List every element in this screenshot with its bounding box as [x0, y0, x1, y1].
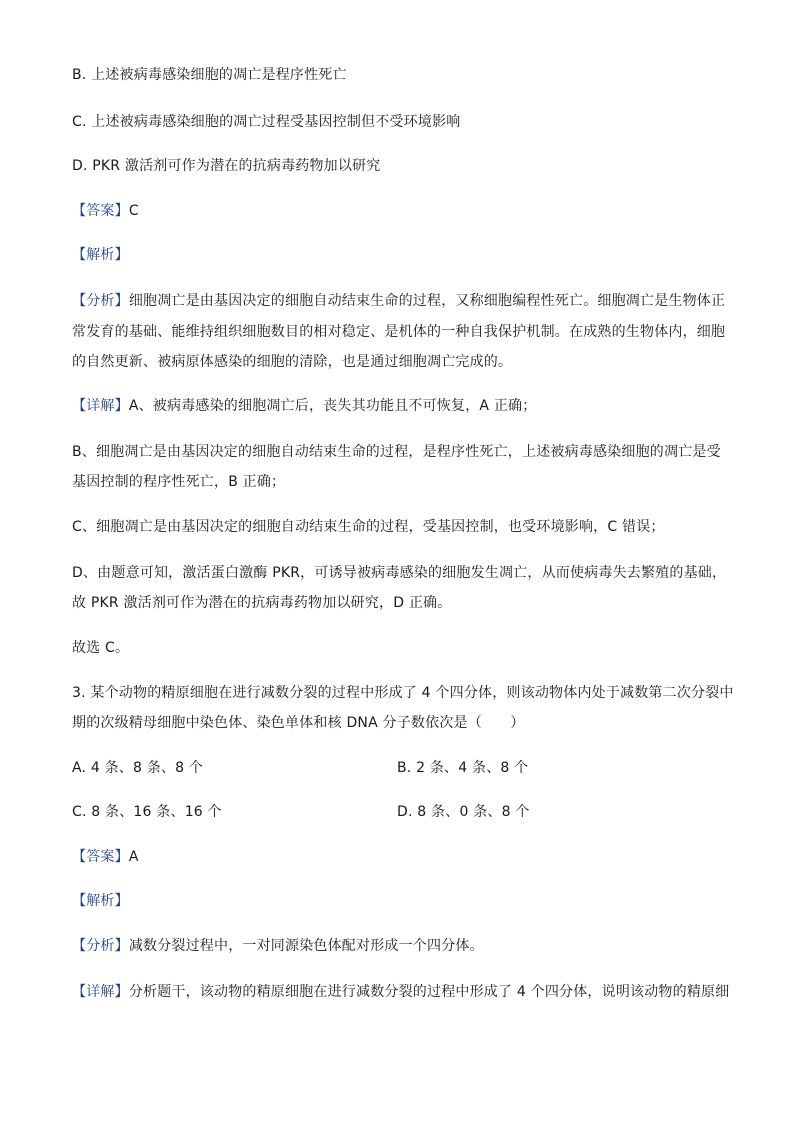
- analysis-tag: 【解析】: [72, 247, 129, 263]
- q3-fenxi: [72, 937, 722, 955]
- q2-detail-c: C、细胞凋亡是由基因决定的细胞自动结束生命的过程，受基因控制，也受环境影响，C 错误；: [72, 519, 665, 535]
- answer-tag: 【答案】: [72, 849, 129, 865]
- q2-option-c: C. 上述被病毒感染细胞的凋亡过程受基因控制但不受环境影响: [72, 114, 461, 130]
- q3-detail: [72, 983, 730, 1001]
- detail-a-text: A、被病毒感染的细胞凋亡后，丧失其功能且不可恢复，A 正确；: [128, 398, 537, 414]
- q3-option-d: D. 8 条、0 条、8 个: [397, 804, 530, 820]
- fenxi-text: 减数分裂过程中，一对同源染色体配对形成一个四分体。: [128, 938, 484, 954]
- q2-conclusion: 故选 C。: [72, 640, 130, 656]
- detail-tag: 【详解】: [72, 398, 129, 414]
- q3-analysis-heading: [72, 892, 722, 910]
- q2-detail-d-line-2: 故 PKR 激活剂可作为潜在的抗病毒药物加以研究，D 正确。: [72, 595, 452, 611]
- detail-tag: 【详解】: [72, 984, 129, 1000]
- q3-answer-line: [72, 848, 722, 866]
- analysis-tag: 【解析】: [72, 893, 129, 909]
- q3-stem-line-1: 3. 某个动物的精原细胞在进行减数分裂的过程中形成了 4 个四分体，则该动物体内处于减数第二次分裂中: [72, 685, 734, 701]
- q2-fenxi-line-2: 常发育的基础、能维持组织细胞数目的相对稳定、是机体的一种自我保护机制。在成熟的生物体内，细胞: [72, 324, 726, 340]
- fenxi-tag: 【分析】: [72, 938, 129, 954]
- q2-analysis-heading: [72, 246, 722, 264]
- q2-option-b: B. 上述被病毒感染细胞的凋亡是程序性死亡: [72, 67, 347, 83]
- detail-text: 分析题干，该动物的精原细胞在进行减数分裂的过程中形成了 4 个四分体，说明该动物的精原细: [128, 984, 730, 1000]
- q2-detail-d-line-1: D、由题意可知，激活蛋白激酶 PKR，可诱导被病毒感染的细胞发生凋亡，从而使病毒失去繁殖的基础，: [72, 565, 727, 581]
- answer-value: A: [128, 849, 139, 865]
- q2-detail-b-line-1: B、细胞凋亡是由基因决定的细胞自动结束生命的过程，是程序性死亡，上述被病毒感染细胞的凋亡是受: [72, 444, 721, 460]
- q3-stem-line-2: 期的次级精母细胞中染色体、染色单体和核 DNA 分子数依次是（ ）: [72, 715, 525, 731]
- q3-option-a: A. 4 条、8 条、8 个: [72, 760, 204, 776]
- q2-detail-b-line-2: 基因控制的程序性死亡，B 正确；: [72, 474, 286, 490]
- answer-tag: 【答案】: [72, 203, 129, 219]
- q2-fenxi-line-3: 的自然更新、被病原体感染的细胞的清除，也是通过细胞凋亡完成的。: [72, 354, 513, 370]
- q2-answer-line: [72, 202, 722, 220]
- fenxi-tag: 【分析】: [72, 293, 129, 309]
- q3-option-c: C. 8 条、16 条、16 个: [72, 804, 222, 820]
- q2-option-d: D. PKR 激活剂可作为潜在的抗病毒药物加以研究: [72, 158, 381, 174]
- q2-detail-a: [72, 397, 722, 415]
- q2-fenxi-line-1: [72, 292, 726, 310]
- fenxi-text: 细胞凋亡是由基因决定的细胞自动结束生命的过程，又称细胞编程性死亡。细胞凋亡是生物体正: [128, 293, 726, 309]
- answer-value: C: [128, 203, 139, 219]
- q3-option-b: B. 2 条、4 条、8 个: [397, 760, 529, 776]
